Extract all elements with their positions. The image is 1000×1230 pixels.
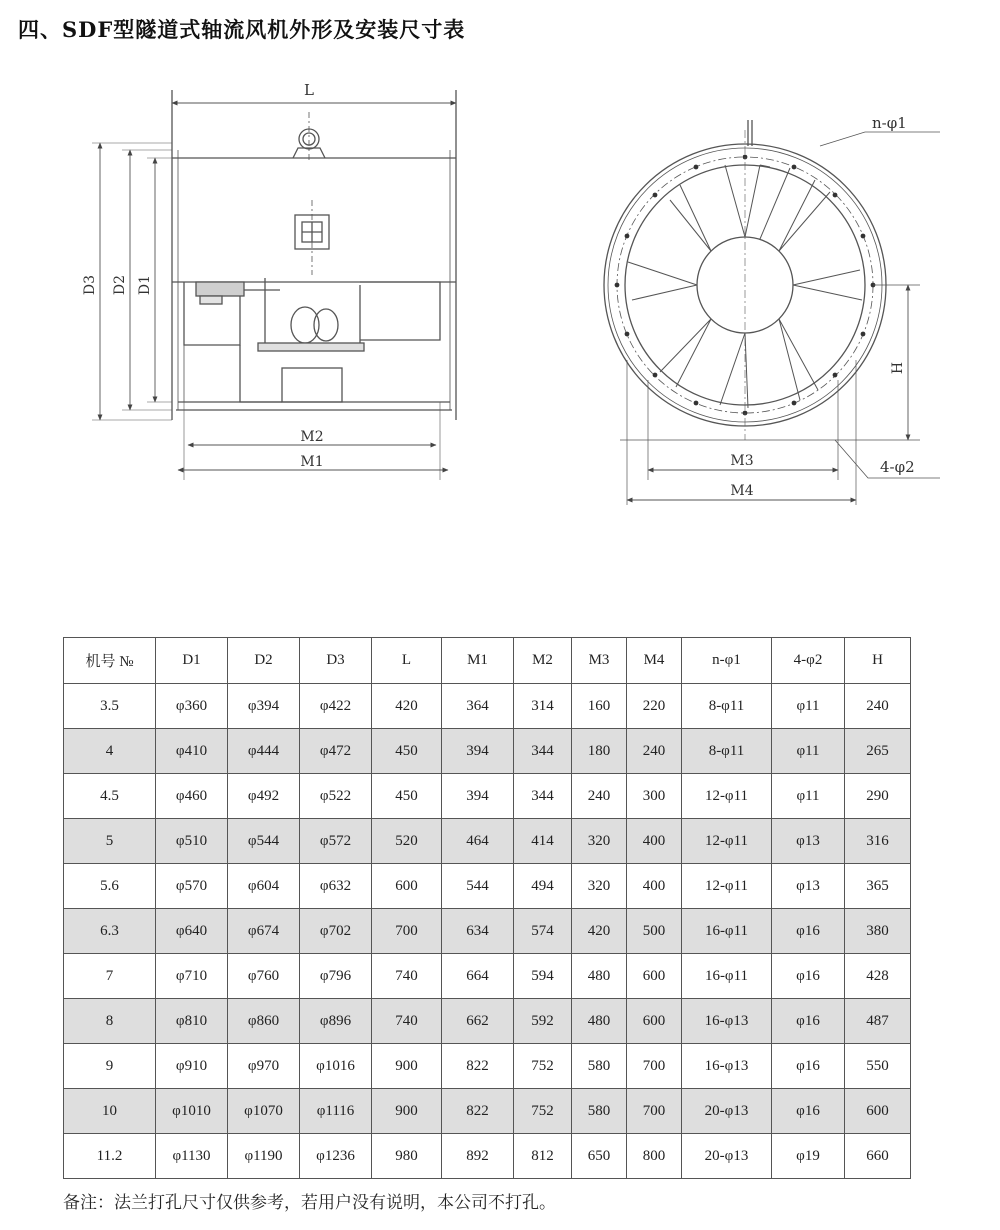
table-body (64, 684, 911, 1179)
table-cell: 16-φ11 (682, 909, 772, 954)
table-cell: 365 (845, 864, 911, 909)
table-cell: 740 (372, 954, 442, 999)
header-n-phi1: n-φ1 (682, 638, 772, 684)
table-cell: 420 (372, 684, 442, 729)
table-cell: 822 (442, 1044, 514, 1089)
table-cell: φ1010 (156, 1089, 228, 1134)
table-row (64, 684, 911, 729)
table-cell: φ16 (772, 954, 845, 999)
dim-label-D2: D2 (112, 274, 128, 296)
table-cell: 9 (64, 1044, 156, 1089)
table-cell: φ1116 (300, 1089, 372, 1134)
table-cell: φ1130 (156, 1134, 228, 1179)
table-cell: 16-φ13 (682, 999, 772, 1044)
table-cell: φ796 (300, 954, 372, 999)
header-l: L (372, 638, 442, 684)
table-cell: φ760 (228, 954, 300, 999)
dimension-table (63, 637, 911, 1179)
dim-label-4-phi2: 4-φ2 (880, 458, 915, 476)
table-cell: 364 (442, 684, 514, 729)
table-cell: 400 (627, 819, 682, 864)
table-cell: φ460 (156, 774, 228, 819)
table-row (64, 774, 911, 819)
table-cell: 520 (372, 819, 442, 864)
dim-label-M3: M3 (730, 453, 754, 469)
table-cell: φ19 (772, 1134, 845, 1179)
table-cell: 20-φ13 (682, 1134, 772, 1179)
table-cell: φ492 (228, 774, 300, 819)
table-cell: 300 (627, 774, 682, 819)
table-cell: 700 (627, 1044, 682, 1089)
table-cell: φ410 (156, 729, 228, 774)
table-cell: φ572 (300, 819, 372, 864)
table-cell: 4 (64, 729, 156, 774)
table-cell: φ1236 (300, 1134, 372, 1179)
table-cell: 12-φ11 (682, 774, 772, 819)
footnote: 备注：法兰打孔尺寸仅供参考，若用户没有说明，本公司不打孔。 (63, 1193, 556, 1213)
header-h: H (845, 638, 911, 684)
table-cell: 10 (64, 1089, 156, 1134)
table-cell: 594 (514, 954, 572, 999)
table-cell: φ810 (156, 999, 228, 1044)
table-cell: 320 (572, 819, 627, 864)
table-cell: 220 (627, 684, 682, 729)
table-cell: 580 (572, 1044, 627, 1089)
table-cell: φ910 (156, 1044, 228, 1089)
table-cell: φ11 (772, 774, 845, 819)
table-cell: φ16 (772, 1044, 845, 1089)
table-cell: 240 (845, 684, 911, 729)
table-cell: 4.5 (64, 774, 156, 819)
table-cell: φ422 (300, 684, 372, 729)
table-row (64, 1089, 911, 1134)
table-cell: 664 (442, 954, 514, 999)
table-cell: 450 (372, 729, 442, 774)
fan-drawing (0, 0, 1000, 560)
table-cell: φ1190 (228, 1134, 300, 1179)
table-cell: 487 (845, 999, 911, 1044)
dim-label-L: L (304, 81, 314, 99)
table-row (64, 999, 911, 1044)
table-row (64, 1044, 911, 1089)
table-cell: φ394 (228, 684, 300, 729)
table-cell: 420 (572, 909, 627, 954)
front-view (604, 120, 940, 505)
header-d3: D3 (300, 638, 372, 684)
table-cell: 265 (845, 729, 911, 774)
table-cell: 700 (372, 909, 442, 954)
table-row (64, 819, 911, 864)
table-cell: 8-φ11 (682, 729, 772, 774)
table-cell: 12-φ11 (682, 819, 772, 864)
table-cell: 8 (64, 999, 156, 1044)
table-cell: 414 (514, 819, 572, 864)
table-cell: 314 (514, 684, 572, 729)
table-cell: 550 (845, 1044, 911, 1089)
table-cell: φ510 (156, 819, 228, 864)
table-cell: φ1070 (228, 1089, 300, 1134)
dim-label-D1: D1 (137, 274, 153, 296)
table-cell: φ16 (772, 1089, 845, 1134)
table-cell: φ13 (772, 864, 845, 909)
table-cell: 3.5 (64, 684, 156, 729)
table-cell: φ702 (300, 909, 372, 954)
header-m2: M2 (514, 638, 572, 684)
table-cell: 450 (372, 774, 442, 819)
table-cell: φ11 (772, 684, 845, 729)
table-cell: 892 (442, 1134, 514, 1179)
table-cell: φ522 (300, 774, 372, 819)
table-cell: 160 (572, 684, 627, 729)
table-cell: 394 (442, 729, 514, 774)
table-cell: 8-φ11 (682, 684, 772, 729)
table-cell: 7 (64, 954, 156, 999)
table-cell: 592 (514, 999, 572, 1044)
dim-label-M2: M2 (300, 429, 324, 445)
table-cell: 600 (627, 999, 682, 1044)
table-cell: φ674 (228, 909, 300, 954)
table-cell: 20-φ13 (682, 1089, 772, 1134)
table-cell: φ16 (772, 999, 845, 1044)
table-cell: φ544 (228, 819, 300, 864)
table-cell: 650 (572, 1134, 627, 1179)
table-cell: 574 (514, 909, 572, 954)
table-cell: 600 (372, 864, 442, 909)
table-cell: 12-φ11 (682, 864, 772, 909)
header-m1: M1 (442, 638, 514, 684)
table-cell: φ896 (300, 999, 372, 1044)
table-cell: 5 (64, 819, 156, 864)
table-cell: 380 (845, 909, 911, 954)
table-cell: φ13 (772, 819, 845, 864)
table-cell: 316 (845, 819, 911, 864)
table-cell: φ360 (156, 684, 228, 729)
table-cell: 11.2 (64, 1134, 156, 1179)
table-cell: 600 (845, 1089, 911, 1134)
dim-label-M1: M1 (300, 454, 324, 470)
table-cell: 634 (442, 909, 514, 954)
table-cell: φ444 (228, 729, 300, 774)
table-cell: φ472 (300, 729, 372, 774)
table-cell: 800 (627, 1134, 682, 1179)
table-cell: φ16 (772, 909, 845, 954)
table-cell: 660 (845, 1134, 911, 1179)
table-cell: 240 (627, 729, 682, 774)
table-cell: 394 (442, 774, 514, 819)
table-cell: φ632 (300, 864, 372, 909)
table-cell: 464 (442, 819, 514, 864)
table-cell: 494 (514, 864, 572, 909)
table-cell: 500 (627, 909, 682, 954)
table-cell: 320 (572, 864, 627, 909)
header-d2: D2 (228, 638, 300, 684)
table-cell: φ640 (156, 909, 228, 954)
table-cell: 180 (572, 729, 627, 774)
table-cell: 752 (514, 1044, 572, 1089)
table-cell: 544 (442, 864, 514, 909)
table-row (64, 909, 911, 954)
table-cell: 5.6 (64, 864, 156, 909)
page-title: 四、SDF型隧道式轴流风机外形及安装尺寸表 (18, 17, 466, 42)
dim-label-D3: D3 (82, 274, 98, 296)
table-cell: φ1016 (300, 1044, 372, 1089)
table-cell: 290 (845, 774, 911, 819)
table-cell: 822 (442, 1089, 514, 1134)
table-row (64, 864, 911, 909)
table-cell: 752 (514, 1089, 572, 1134)
dim-label-n-phi1: n-φ1 (872, 114, 907, 132)
table-row (64, 729, 911, 774)
table-cell: 16-φ11 (682, 954, 772, 999)
table-cell: 900 (372, 1044, 442, 1089)
table-cell: φ860 (228, 999, 300, 1044)
table-cell: 6.3 (64, 909, 156, 954)
header-4-phi2: 4-φ2 (772, 638, 845, 684)
table-cell: 428 (845, 954, 911, 999)
table-cell: 240 (572, 774, 627, 819)
table-cell: φ570 (156, 864, 228, 909)
table-cell: 600 (627, 954, 682, 999)
table-cell: φ11 (772, 729, 845, 774)
table-cell: 662 (442, 999, 514, 1044)
table-cell: 344 (514, 729, 572, 774)
table-cell: 344 (514, 774, 572, 819)
table-row (64, 954, 911, 999)
table-header-row (64, 638, 911, 684)
header-m3: M3 (572, 638, 627, 684)
table-cell: 580 (572, 1089, 627, 1134)
table-cell: 16-φ13 (682, 1044, 772, 1089)
dim-label-H: H (890, 361, 906, 375)
header-model-no: 机号 № (64, 638, 156, 684)
dim-label-M4: M4 (730, 483, 754, 499)
table-cell: 400 (627, 864, 682, 909)
table-cell: 480 (572, 999, 627, 1044)
table-cell: 980 (372, 1134, 442, 1179)
table-row (64, 1134, 911, 1179)
table-cell: 900 (372, 1089, 442, 1134)
header-m4: M4 (627, 638, 682, 684)
table-cell: 740 (372, 999, 442, 1044)
table-cell: φ604 (228, 864, 300, 909)
table-cell: 812 (514, 1134, 572, 1179)
table-cell: 700 (627, 1089, 682, 1134)
table-cell: 480 (572, 954, 627, 999)
table-cell: φ710 (156, 954, 228, 999)
header-d1: D1 (156, 638, 228, 684)
table-cell: φ970 (228, 1044, 300, 1089)
